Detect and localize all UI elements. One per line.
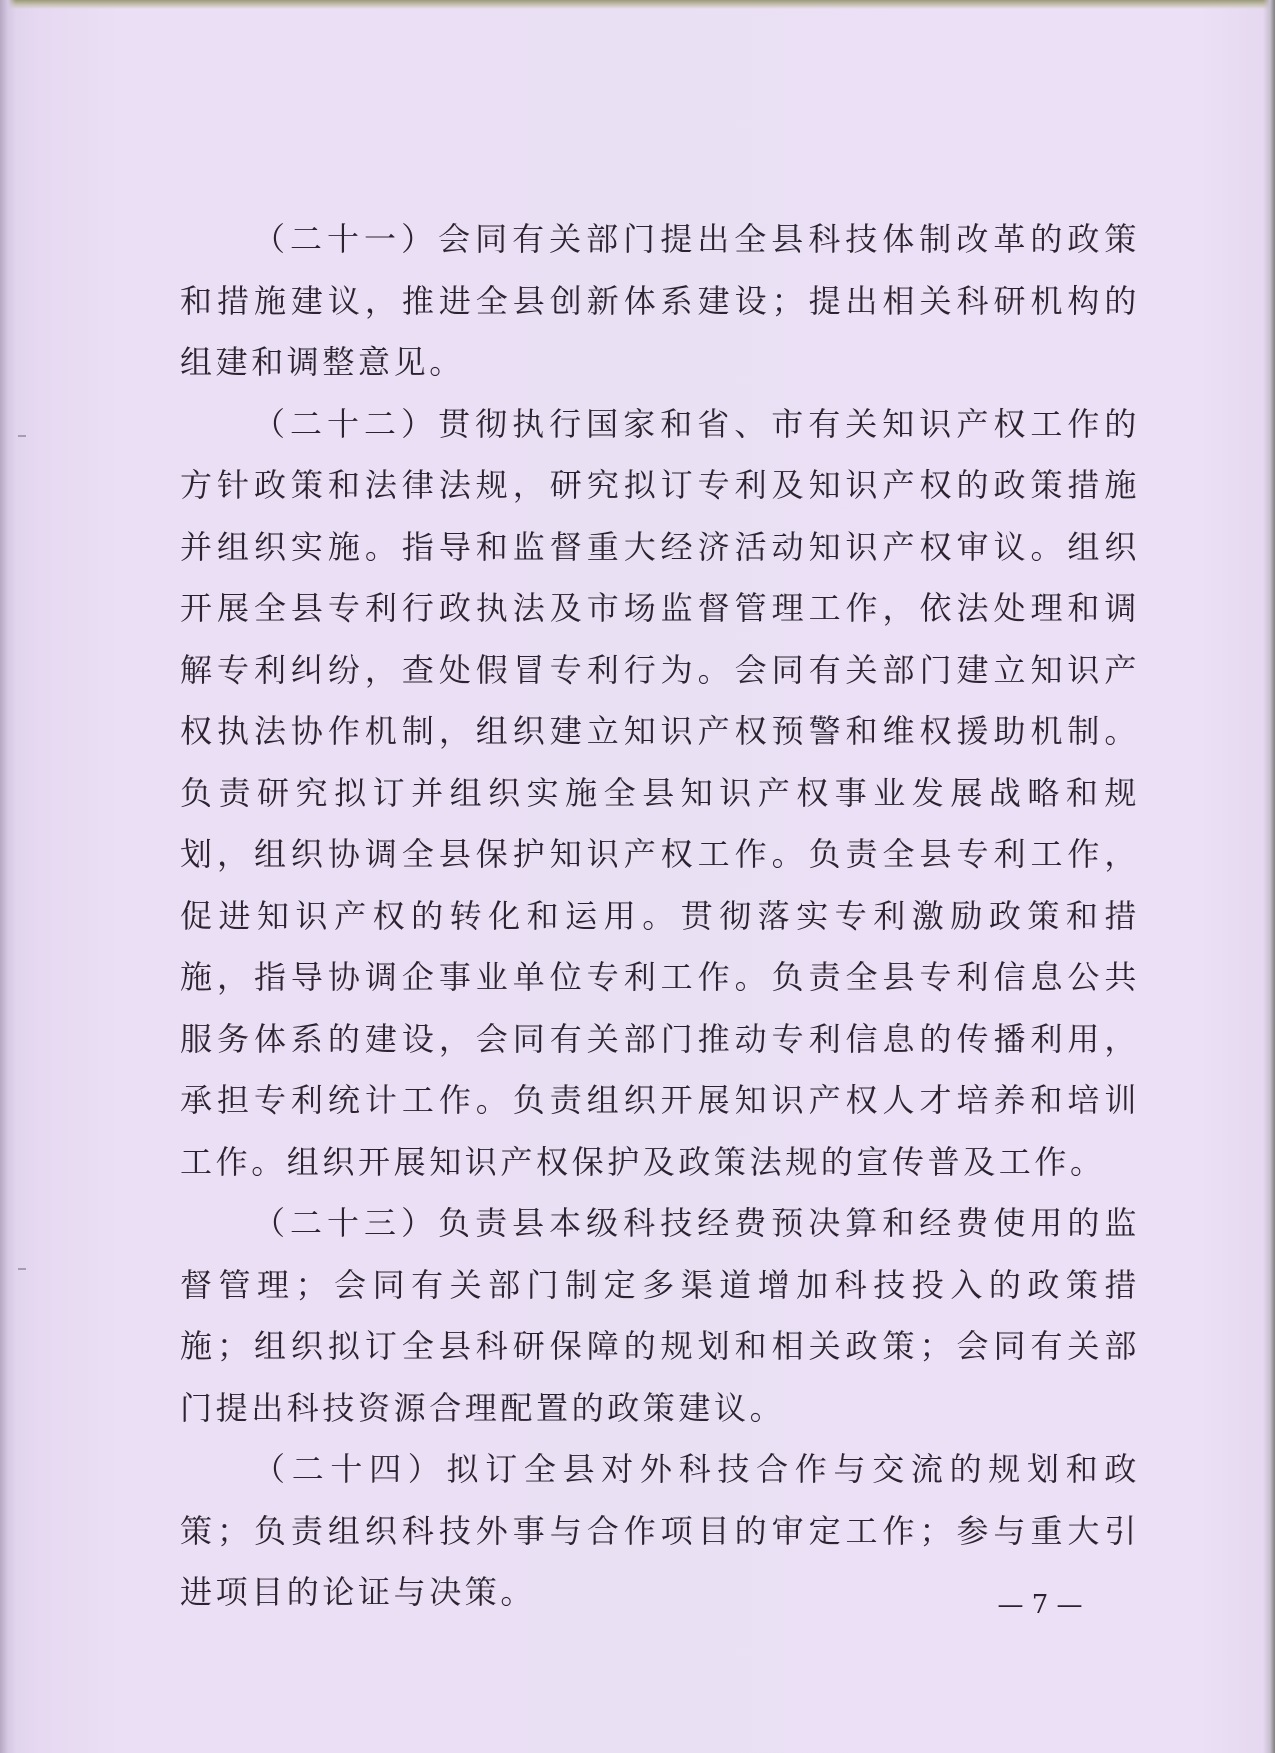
- paragraph-22: （二十二）贯彻执行国家和省、市有关知识产权工作的方针政策和法律法规，研究拟订专利及知识产权的政策措施并组织实施。指导和监督重大经济活动知识产权审议。组织开展全县专利行政执法及市场监督管理工作，依法处理和调解专利纠纷，查处假冒专利行为。会同有关部门建立知识产权执法协作机制，组织建立知识产权预警和维权援助机制。负责研究拟订并组织实施全县知识产权事业发展战略和规划，组织协调全县保护知识产权工作。负责全县专利工作，促进知识产权的转化和运用。贯彻落实专利激励政策和措施，指导协调企事业单位专利工作。负责全县专利信息公共服务体系的建设，会同有关部门推动专利信息的传播利用，承担专利统计工作。负责组织开展知识产权人才培养和培训工作。组织开展知识产权保护及政策法规的宣传普及工作。: [180, 404, 1140, 1181]
- scan-top-edge: [0, 0, 1275, 9]
- document-body: [180, 209, 1140, 1624]
- scan-right-edge: [1263, 0, 1275, 1753]
- paragraph-23: （二十三）负责县本级科技经费预决算和经费使用的监督管理；会同有关部门制定多渠道增加科技投入的政策措施；组织拟订全县科研保障的规划和相关政策；会同有关部门提出科技资源合理配置的政策建议。: [180, 1204, 1140, 1427]
- paragraph-21: （二十一）会同有关部门提出全县科技体制改革的政策和措施建议，推进全县创新体系建设；提出相关科研机构的组建和调整意见。: [180, 220, 1140, 381]
- page-number: — 7 —: [997, 1590, 1083, 1620]
- paragraph-24: （二十四）拟订全县对外科技合作与交流的规划和政策；负责组织科技外事与合作项目的审定工作；参与重大引进项目的论证与决策。: [180, 1450, 1140, 1611]
- binding-staple-mark: [18, 1268, 26, 1270]
- binding-staple-mark: [18, 435, 26, 437]
- scan-left-edge: [0, 0, 16, 1753]
